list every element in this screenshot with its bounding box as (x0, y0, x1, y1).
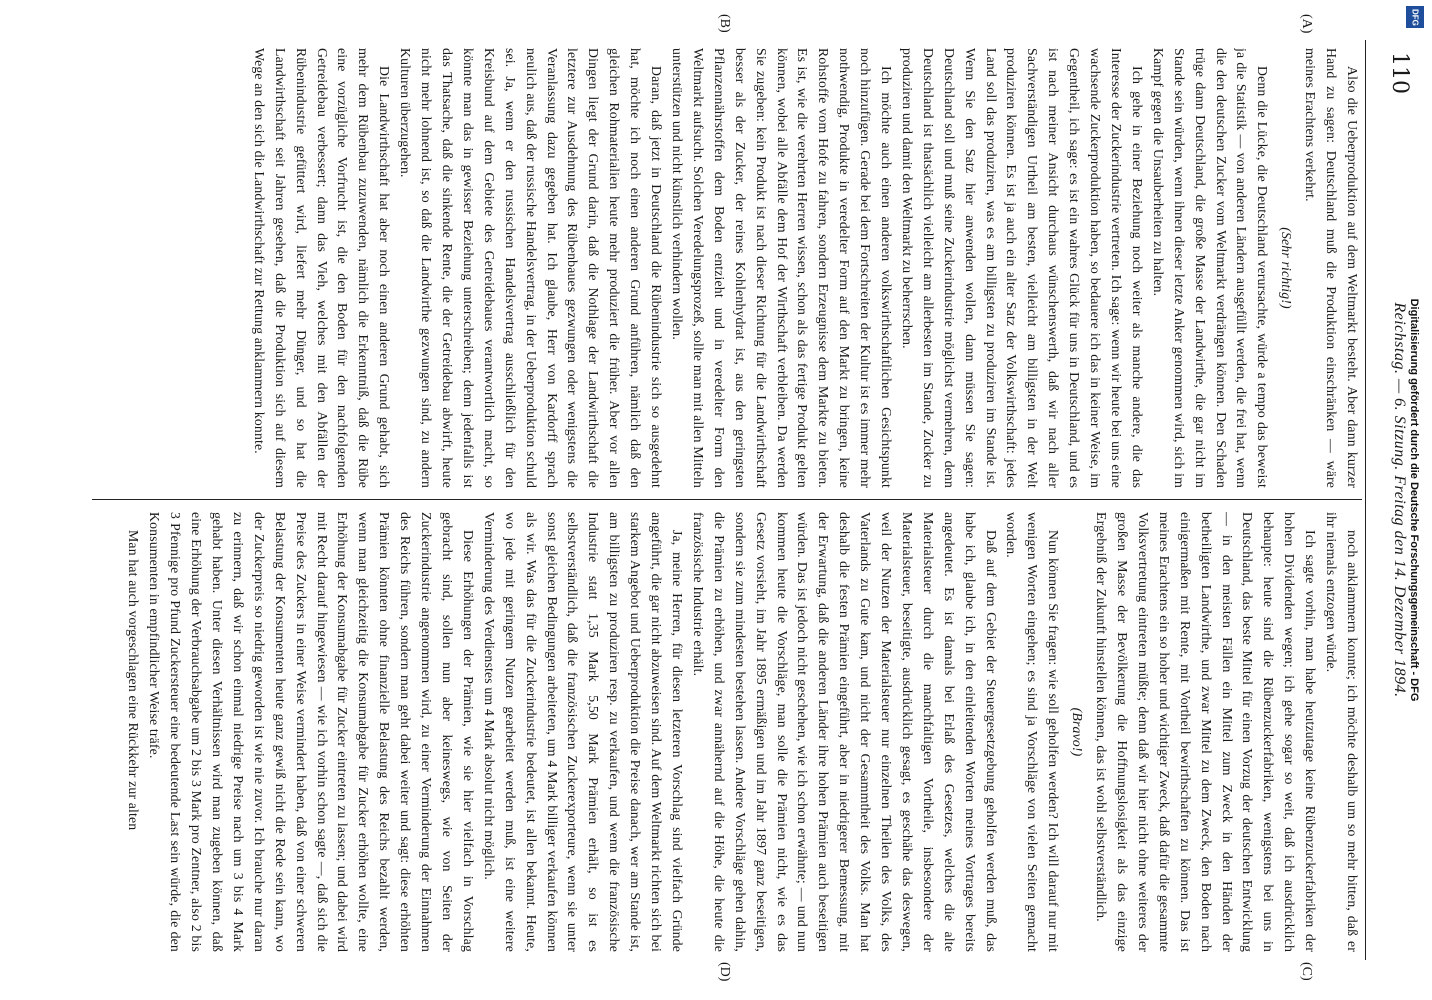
paragraph: Ich sagte vorhin, man habe heutzutage keine Rübenzuckerfabriken der hohen Dividenden wegen; ich gehe sogar so weit, daß ich ausdrücklich behaupte: heute sind die Rübenzuckerfabriken, wenigstens bei uns in Deutschland, das beste Mittel für einen Vorzug der deutschen Entwicklung — in den meisten Fällen ein Mittel zum Zweck in den Händen der betheiligten Landwirthe, und zwar Mittel zu dem Zweck, den Boden nach einigermaßen mit Rente, mit Vortheil bewirthschaften zu können. Das ist meines Erachtens ein so hoher und wichtiger Zweck, daß dafür die gesammte Volksvertretung eintreten müßte; denn daß wir hier nicht ohne weiteres der großen Masse der Bevölkerung die Hoffnungslosigkeit als das einzige Ergebniß der Zukunft hinstellen können, das ist wohl selbstverständlich. (1094, 512, 1319, 952)
paragraph: Man hat auch vorgeschlagen eine Rückkehr zur alten (126, 530, 142, 831)
credit-text: Digitalisierung gefördert durch die Deutsche Forschungsgemeinschaft - DFG (1408, 298, 1420, 702)
running-head: Reichstag. — 6. Sitzung. Freitag den 14. Dezember 1894. (1391, 302, 1408, 698)
interjection: (Sehr richtig!) (1279, 227, 1295, 309)
paragraph: Daran, daß jetzt in Deutschland die Rübenindustrie sich so ausgedehnt hat, möchte ich noch einen anderen Grund anführen, nämlich daß den gleichen Rohmaterialien heute mehr produziert die früher. Aber vor allen Dingen liegt der Grund darin, daß die Nothlage der Landwirthschaft die letztere zur Ausdehnung des Rübenbaues gezwungen oder wenigstens die Veranlassung dazu gegeben hat. Ich glaube, Herr von Kardorff sprach neulich aus, daß der russische Handelsvertrag, in der Ueberproduktion schuld sei. Ja, wenn er den russischen Handelsvertrag ausschließlich für den Kreisbund auf dem Gebiete des Getreidebaues verantwortlich macht, so könnte man das in gewisser Beziehung unterschreiben; denn jedenfalls ist das Thatsache, daß die sinkende Rente, die der Getreidebau abwirft, heute nicht mehr lohnend ist, so daß die Landwirthe gezwungen sind, zu andern Kulturen überzugehen. (398, 48, 665, 488)
interjection: (Bravo!) (1070, 707, 1086, 757)
paragraph: Ja, meine Herren, für diesen letzteren Vorschlag sind vielfach Gründe angeführt, die gar nicht abzuweisen sind. Auf dem Weltmarkt richten sich bei starkem Angebot und Ueberproduktion die Preise danach, wer am Stande ist, am billigsten zu produziren resp. zu verkaufen, und wenn die französische Industrie statt 1,35 Mark 5,50 Mark Prämien erhält, so ist es selbstverständlich, daß die französischen Zuckerexporteure, wenn sie unter sonst gleichen Bedingungen arbeiteten, um 4 Mark billiger verkaufen können als wir. Was das für die Zuckerindustrie bedeutet, ist allen bekannt. Heute, wo jede mit geringem Nutzen gearbeitet werden muß, ist eine weitere Verminderung des Verdienstes um 4 Mark absolut nicht möglich. (481, 512, 685, 952)
paragraph: Denn die Lücke, die Deutschland verursachte, würde a tempo das beweist ja die Statistik — von anderen Ländern ausgefüllt werden, die frei hat, wenn die den deutschen Zucker vom Weltmarkt verdrängen können. Den Schaden trüge dann Deutschland, die große Masse der Landwirthe, die gar nicht im Stande sein würden, wenn ihnen dieser letzte Anker genommen wird, sich im Kampf gegen die Unsauberheiten zu halten. (1150, 48, 1271, 488)
margin-marker-d: (D) (717, 962, 732, 982)
margin-marker-c: (C) (1299, 962, 1314, 981)
paragraph: Ich gehe in einer Beziehung noch weiter als manche andere, die das Interesse der Zuckerindustrie vertreten. Ich sage: wenn wir heute bei uns eine wachsende Zuckerproduktion haben, so bedauere ich das in keiner Weise, im Gegentheil, ich sage: es ist ein wahres Glück für uns in Deutschland, und es ist nach meiner Ansicht durchaus wünschenswerth, daß wir nach aller Sachverständigen Urtheil am besten, vielleicht am billigsten in der Welt produziren können. Es ist ja auch ein alter Satz der Volkswirthschaft: jedes Land soll das produziren, was es am billigsten zu produziren im Stande ist. Wenn Sie den Satz hier anwenden wollen, dann müssen Sie sagen: Deutschland soll und muß seine Zuckerindustrie möglichst vermehren, denn Deutschland ist thatsächlich vielleicht am allerbesten im Stande, Zucker zu produziren und damit den Weltmarkt zu beherrschen. (899, 48, 1145, 488)
margin-marker-b: (B) (717, 14, 732, 33)
margin-marker-a: (A) (1299, 14, 1314, 34)
dfg-logo: DFG (1406, 6, 1424, 28)
paragraph: Nun können Sie fragen: wie soll geholfen werden? Ich will darauf nur mit wenigen Worten eingehen; es sind ja Vorschläge von vielen Seiten gemacht worden. (1004, 512, 1062, 952)
right-column (92, 512, 1362, 952)
digitization-credit (1402, 0, 1426, 1000)
column-divider (92, 499, 1362, 500)
paragraph: Ich möchte auch einen anderen volkswirthschaftlichen Gesichtspunkt noch hinzufügen. Gerade bei dem Fortschreiten der Kultur ist es immer mehr nothwendig, Produkte in veredelter Form auf den Markt zu bringen, keine Rohstoffe vom Hofe zu fahren, sondern Erzeugnisse dem Markte zu bieten. Es ist, wie die verehrten Herren wissen, schon als das fertige Produkt gelten können, wobei alle Abfälle dem Hof der Wirthschaft verbleiben. Da werden Sie zugeben: kein Produkt ist nach dieser Richtung für die Landwirthschaft besser als der Zucker, der reines Kohlenhydrat ist, aus den geringsten Pflanzennährstoffen dem Boden entzieht und in veredelter Form den Weltmarkt aufsucht. Solchen Veredelungsprozeß, sollte man mit allen Mitteln unterstützen und nicht künstlich verhindern wollen. (670, 48, 895, 488)
paragraph: Die Landwirthschaft hat aber noch einen anderen Grund gehabt, sich mehr dem Rübenbau zuzuwenden, nämlich die Erkenntniß, daß die Rübe eine vorzügliche Vorfrucht ist, die den Boden für den nachfolgenden Getreidebau verbessert; dann das Vieh, welches mit den Abfällen der Rübenindustrie gefüttert wird, liefert mehr Dünger, und so hat die Landwirthschaft seit Jahren gesehen, daß die Produktion sich auf diesem Wege an den sich die Landwirthschaft zur Rettung anklammern konnte. (251, 48, 393, 488)
page-number: 110 (1387, 52, 1412, 94)
paragraph: noch anklammern konnte; ich möchte deshalb um so mehr bitten, daß er ihr niemals entzogen würde. (1324, 512, 1360, 952)
left-column (92, 48, 1362, 488)
paragraph: Diese Erhöhungen der Prämien, wie sie hier vielfach in Vorschlag gebracht sind, sollen nun aber keineswegs, wie von Seiten der Zuckerindustrie angenommen wird, zu einer Verminderung der Einnahmen des Reichs führen, sondern man geht dabei weiter und sagt: diese erhöhten Prämien könnten ohne finanzielle Belastung des Reichs bezahlt werden, wenn man gleichzeitig die Konsumabgabe für Zucker erhöhen wollte, eine Erhöhung der Konsumabgabe für Zucker eintreten zu lassen; und dabei wird mit Recht darauf hingewiesen — wie ich vorhin schon sagte —, daß sich die Preise des Zuckers in einer Weise vermindert haben, daß von einer schweren Belastung der Konsumenten heute ganz gewiß nicht die Rede sein kann, wo der Zuckerpreis so niedrig geworden ist wie nie zuvor. Ich brauche nur daran zu erinnern, daß wir schon einmal niedrige Preise nach um 3 bis 4 Mark gehabt haben. Unter diesen Verhältnissen wird man zugeben können, daß eine Erhöhung der Verbrauchsabgabe um 2 bis 3 Mark pro Zentner, also 2 bis 3 Pfennige pro Pfund Zuckersteuer eine bedeutende Last sein würde, die den Konsumenten in empfindlicher Weise träfe. (147, 512, 476, 952)
paragraph: Also die Ueberproduktion auf dem Weltmarkt besteht. Aber dann kurzer Hand zu sagen: Deutschland muß die Produktion einschränken — wäre meines Erachtens verkehrt. (1303, 48, 1360, 488)
paragraph: Daß auf dem Gebiet der Steuergesetzgebung geholfen werden muß, das habe ich, glaube ich, in den einleitenden Worten meines Vortrages bereits angedeutet. Es ist damals bei Erlaß des Gesetzes, welches die alte Materialsteuer durch die manchfaltigen Vortheile, insbesondere der Materialsteuer, beseitigte, ausdrücklich gesagt, es geschähe das deswegen, weil der Nutzen der Materialsteuer nur einzelnen Theilen des Volks, des Vaterlands zu Gute kam, und nicht der Gesammtheit des Volks. Man hat deshalb die festen Prämien eingeführt, aber in niedrigerer Bemessung, mit der Erwartung, daß die anderen Länder ihre hohen Prämien auch beseitigen würden. Das ist jedoch nicht geschehen, wie ich schon erwähnte; — und nun kommen heute die Vorschläge, man solle die Prämien nicht, wie es das Gesetz vorsieht, im Jahr 1895 ermäßigen und im Jahr 1897 ganz beseitigen, sondern sie zum mindesten bestehen lassen. Andere Vorschläge gehen dahin, die Prämien zu erhöhen, und zwar annähernd auf die Höhe, die heute die französische Industrie erhält. (690, 512, 999, 952)
